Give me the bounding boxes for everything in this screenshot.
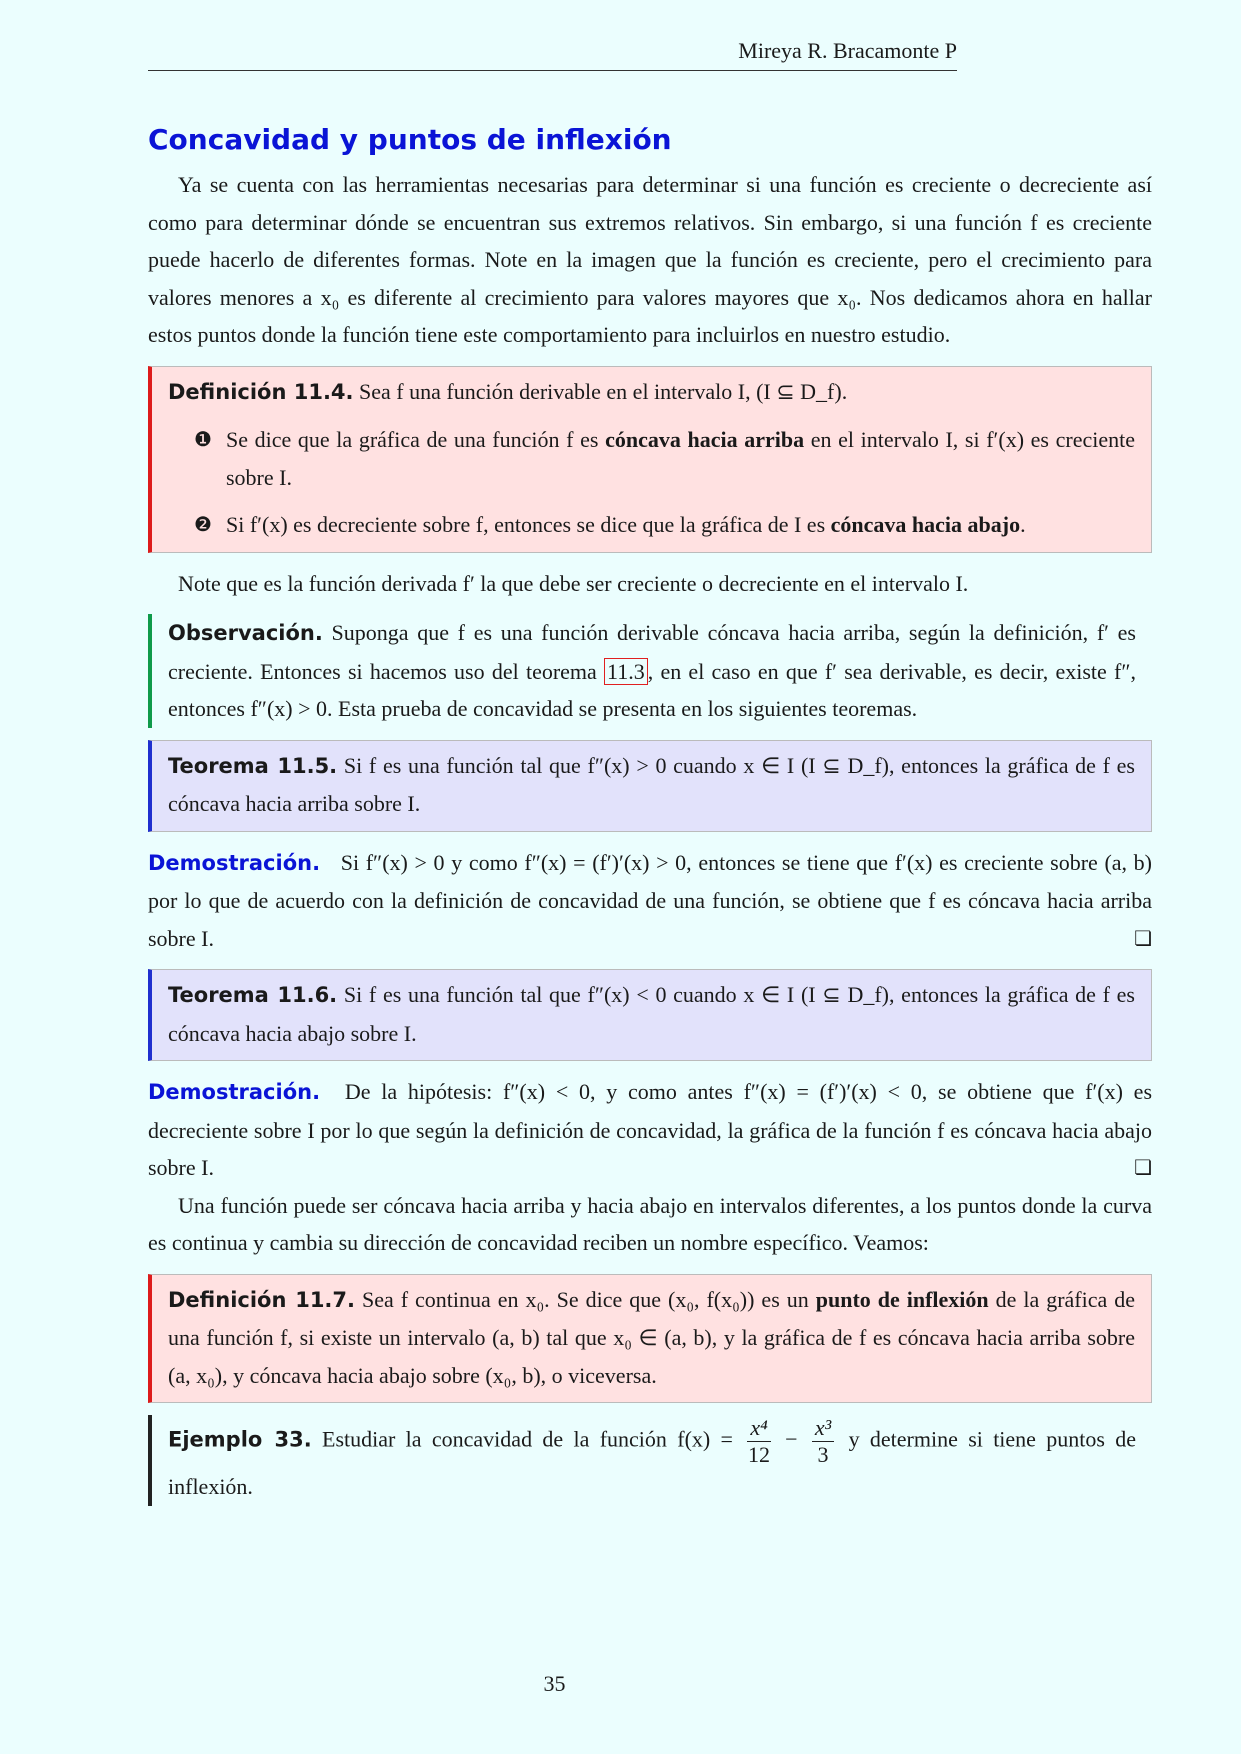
proof-2 [148,1073,1152,1187]
definition-item-1 [168,421,1135,496]
minus-sign: − [785,1426,798,1452]
note-paragraph: Note que es la función derivada f′ la que debe ser creciente o decreciente en el intervalo I. [178,570,969,596]
item-text-post: . [1020,512,1026,537]
fraction-x4-over-12 [747,1415,770,1468]
observation-block [148,614,1152,728]
definition-item-2 [168,506,1135,544]
bullet-two-icon: ❷ [194,512,212,536]
page-number: 35 [543,1671,566,1696]
section-title: Concavidad y puntos de inflexión [148,123,672,156]
definition-label: Definición 11.7. [168,1287,355,1312]
example-text-pre: Estudiar la concavidad de la función f(x) = [322,1426,733,1452]
author-name: Mireya R. Bracamonte P [738,38,957,63]
bullet-one-icon: ❶ [194,427,212,451]
page-footer [0,1671,1109,1697]
example-text-post: y determine si tiene puntos de inflexión. [168,1426,1137,1499]
example-label: Ejemplo 33. [168,1427,312,1452]
item-text-pre: Se dice que la gráfica de una función f es [226,427,606,452]
proof-label: Demostración. [148,1080,321,1104]
proof-text: De la hipótesis: f″(x) < 0, y como antes f″(x) = (f′)′(x) < 0, se obtiene que f′(x) es decreciente sobre I por lo que según la definición de concavidad, la gráfica de la función f es cóncava hacia abajo sobre I. [148,1079,1153,1180]
qed-icon: ❏ [1134,1155,1152,1179]
proof-text: Si f″(x) > 0 y como f″(x) = (f′)′(x) > 0, entonces se tiene que f′(x) es creciente sobre (a, b) por lo que de acuerdo con la definición de concavidad de una función, se obtiene que f es cóncava hacia arriba sobre I. [148,849,1153,951]
theorem-reference-link[interactable]: 11.3 [604,658,648,685]
fraction-numerator: x³ [812,1415,834,1442]
inflection-intro-paragraph: Una función puede ser cóncava hacia arriba y hacia abajo en intervalos diferentes, a los puntos donde la curva es continua y cambia su dirección de concavidad reciben un nombre específico. Veamos: [148,1192,1152,1255]
theorem-label: Teorema 11.5. [168,753,338,778]
example-33 [148,1415,1152,1506]
theorem-11-6 [148,969,1152,1061]
item-text-bold: cóncava hacia arriba [605,427,805,452]
observation-text-before: Suponga que f es una función derivable cóncava hacia arriba, según la definición, f′ es creciente. Entonces si hacemos uso del teorema [168,620,1136,684]
proof-1 [148,844,1152,958]
item-text-post: en el intervalo I, si f′(x) es creciente sobre I. [226,427,1135,490]
intro-paragraph: Ya se cuenta con las herramientas necesarias para determinar si una función es creciente o decreciente así como para determinar dónde se encuentran sus extremos relativos. Sin embargo, si una función f es creciente puede hacerlo de diferentes formas. Note en la imagen que la función es creciente, pero el crecimiento para valores menores a x₀ es diferente al crecimiento para valores mayores que x₀. Nos dedicamos ahora en hallar estos puntos donde la función tiene este comportamiento para incluirlos en nuestro estudio. [148,172,1152,347]
fraction-denominator: 12 [748,1442,771,1467]
definition-text: Sea f una función derivable en el intervalo I, (I ⊆ D_f). [359,378,848,404]
qed-icon: ❏ [1134,925,1152,950]
page-header [148,38,957,71]
fraction-denominator: 3 [817,1442,829,1467]
definition-11-4 [148,366,1152,553]
definition-11-7 [148,1274,1152,1404]
definition-text-bold: punto de inflexión [815,1286,989,1312]
definition-text-pre: Sea f continua en x₀. Se dice que (x₀, f(x₀)) es un [361,1286,816,1312]
item-text-pre: Si f′(x) es decreciente sobre f, entonces se dice que la gráfica de I es [226,512,831,537]
theorem-text: Si f es una función tal que f″(x) < 0 cuando x ∈ I (I ⊆ D_f), entonces la gráfica de f es cóncava hacia abajo sobre I. [168,982,1135,1046]
observation-label: Observación. [168,621,323,645]
fraction-numerator: x⁴ [747,1415,770,1442]
item-text-bold: cóncava hacia abajo [830,512,1021,537]
definition-text-post: de la gráfica de una función f, si existe un intervalo (a, b) tal que x₀ ∈ (a, b), y la gráfica de f es cóncava hacia arriba sobre (a, x₀), y cóncava hacia abajo sobre (x₀, b), o viceversa. [168,1286,1136,1388]
proof-label: Demostración. [148,850,321,875]
theorem-text: Si f es una función tal que f″(x) > 0 cuando x ∈ I (I ⊆ D_f), entonces la gráfica de f es cóncava hacia arriba sobre I. [168,752,1135,816]
definition-label: Definición 11.4. [168,379,354,404]
page-content [148,120,1152,1518]
observation-text-after: , en el caso en que f′ sea derivable, es decir, existe f″, entonces f″(x) > 0. Esta prueba de concavidad se presenta en los siguientes teoremas. [168,658,1136,721]
theorem-11-5 [148,740,1152,832]
fraction-x3-over-3 [812,1415,834,1468]
theorem-label: Teorema 11.6. [168,983,338,1007]
